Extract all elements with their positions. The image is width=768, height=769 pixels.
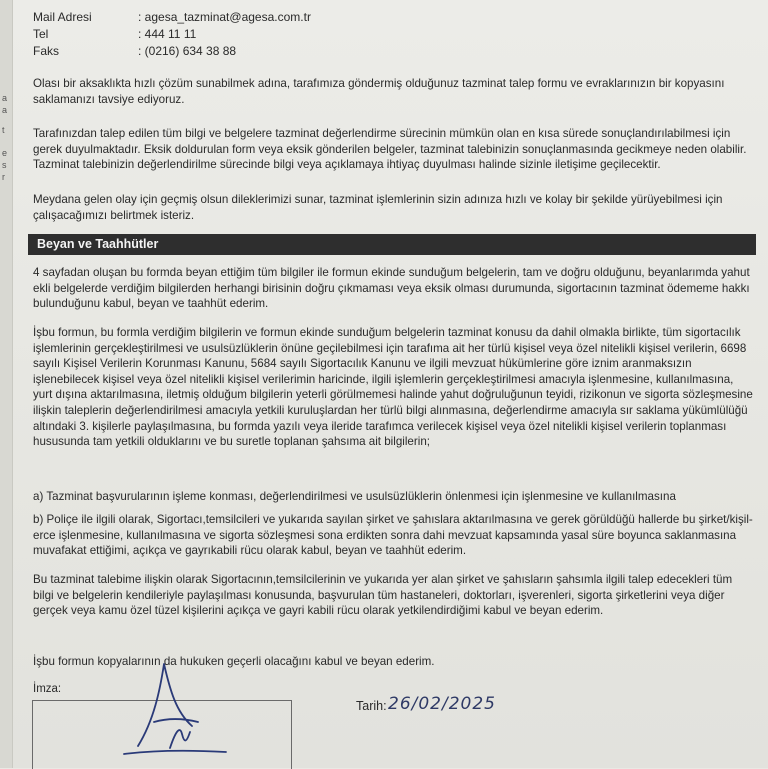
section-title: Beyan ve Taahhütler [37, 237, 159, 251]
date-label: Tarih: [356, 699, 387, 713]
declaration-item-b: b) Poliçe ile ilgili olarak, Sigortacı,temsilcileri ve yukarıda sayılan şirket ve şahıslara aktarılmasına ve gerek görüldüğü hallerde bu şirket/kişil- erce işlenmesine, kullanılmasına ve sigorta sözleşmesi sona erdikten sonra dahi mevzuat kapsamında yasal süre boyunca saklanmasına muvafakat ettiğimi, açıkça ve gayrıkabili rücu olarak kabul, beyan ve taahhüt ederim. [33, 513, 753, 558]
contact-label: Faks [33, 44, 60, 58]
date-value: 26/02/2025 [388, 694, 496, 714]
contact-label: Tel [33, 27, 49, 41]
intro-paragraph-copy-advice: Olası bir aksaklıkta hızlı çözüm sunabilmek adına, tarafımıza göndermiş olduğunuz tazminat talep formu ve evraklarınızın bir kopyasını saklamanızı tavsiye ediyoruz. [33, 77, 725, 106]
declaration-paragraph-copies: İşbu formun kopyalarının da hukuken geçerli olacağını kabul ve beyan ederim. [33, 655, 435, 668]
contact-info [33, 9, 311, 60]
contact-value: : agesa_tazminat@agesa.com.tr [138, 10, 311, 24]
declaration-paragraph-accuracy: 4 sayfadan oluşan bu formda beyan ettiğim tüm bilgiler ile formun ekinde sunduğum belgelerin, tam ve doğru olduğunu, beyanlarımda yahut ekli belgelerde verdiğim bilgilerden herhangi birisinin doğru çıkmaması veya eksik olması durumunda, sigortacının tazminat ödememe hakkı bulunduğunu kabul, beyan ve taahhüt ederim. [33, 266, 750, 311]
handwritten-signature [120, 660, 230, 768]
declaration-item-a: a) Tazminat başvurularının işleme konması, değerlendirilmesi ve usulsüzlüklerin önlenmesi için işlenmesine ve kullanılmasına [33, 490, 676, 503]
signature-label: İmza: [33, 683, 62, 695]
declaration-paragraph-authorization: Bu tazminat talebime ilişkin olarak Sigortacının,temsilcilerinin ve yukarıda yer alan şirket ve şahısların şahsımla ilgili talep edecekleri tüm bilgi ve belgelerin kendileriyle paylaşılması konusunda, başvurulan tüm hastaneleri, doktorları, işverenleri, sigorta şirketlerini veya diğer gerçek veya kamu özel tüzel kişilerini açıkça ve gayri kabili rücu olarak yetkilendirdiğimi kabul ve beyan ederim. [33, 573, 733, 618]
contact-row-tel [33, 26, 311, 43]
adjacent-page-edge: a a t e s r [0, 0, 13, 768]
contact-value: : (0216) 634 38 88 [138, 44, 237, 58]
intro-paragraph-documents: Tarafınızdan talep edilen tüm bilgi ve belgelere tazminat değerlendirme sürecinin mümkün olan en kısa sürede sonuçlandırılabilmesi için gerek duyulmaktadır. Eksik doldurulan form veya eksik gönderilen belgeler, tazminat talebinizin sonuçlanmasında gecikmeye neden olabilir. Tazminat talebinizin değerlendirilme sürecinde bilgi veya açıklamaya ihtiyaç duyulması halinde sizinle iletişime geçilecektir. [33, 127, 747, 172]
contact-row-fax [33, 43, 311, 60]
contact-row-mail [33, 9, 311, 26]
intro-paragraph-wishes: Meydana gelen olay için geçmiş olsun dileklerimizi sunar, tazminat işlemlerinin sizin adınıza hızlı ve kolay bir şekilde yürüyebilmesi için çalışacağımızı belirtmek isteriz. [33, 193, 723, 222]
declaration-paragraph-data-processing: İşbu formun, bu formla verdiğim bilgilerin ve formun ekinde sunduğum belgelerin tazminat konusu da dahil olmakla birlikte, tüm sigortacılık işlemlerinin gerçekleştirilmesi ve usulsüzlüklerin önüne geçilebilmesi için tarafıma ait her türlü kişisel veya özel nitelikli kişisel verilerin, 6698 sayılı Kişisel Verilerin Korunması Kanunu, 5684 sayılı Sigortacılık Kanunu ve ilgili mevzuat hükümlerine göre iznim aranmaksızın işlenebilecek kişisel veya özel nitelikli kişisel verilerimin haricinde, ilgili işlemlerin gerçekleştirilmesi amacıyla işlenmesine, kullanılmasına, yurt dışına aktarılmasına, iletmiş olduğum bilgilerin yeterli görülmemesi halinde yahut doğruluğunun teyidi, rizikonun ve sigorta sözleşmesine ilişkin taleplerin değerlendirilmesi amacıyla yetkili kuruluşlardan her türlü bilgi alınmasına, değerlendirme amacıyla sır saklama yükümlülüğü altındaki 3. kişilerle paylaşılmasına, bu formda yazılı veya ileride tarafımca verilecek kişisel veya özel nitelikli kişisel verilerin toplanması hususunda tam yetkili olduklarını ve bu suretle toplanan şahsıma ait bilgilerin; [33, 326, 753, 449]
contact-label: Mail Adresi [33, 10, 92, 24]
section-header-bar [28, 234, 756, 255]
contact-value: : 444 11 11 [138, 27, 197, 41]
